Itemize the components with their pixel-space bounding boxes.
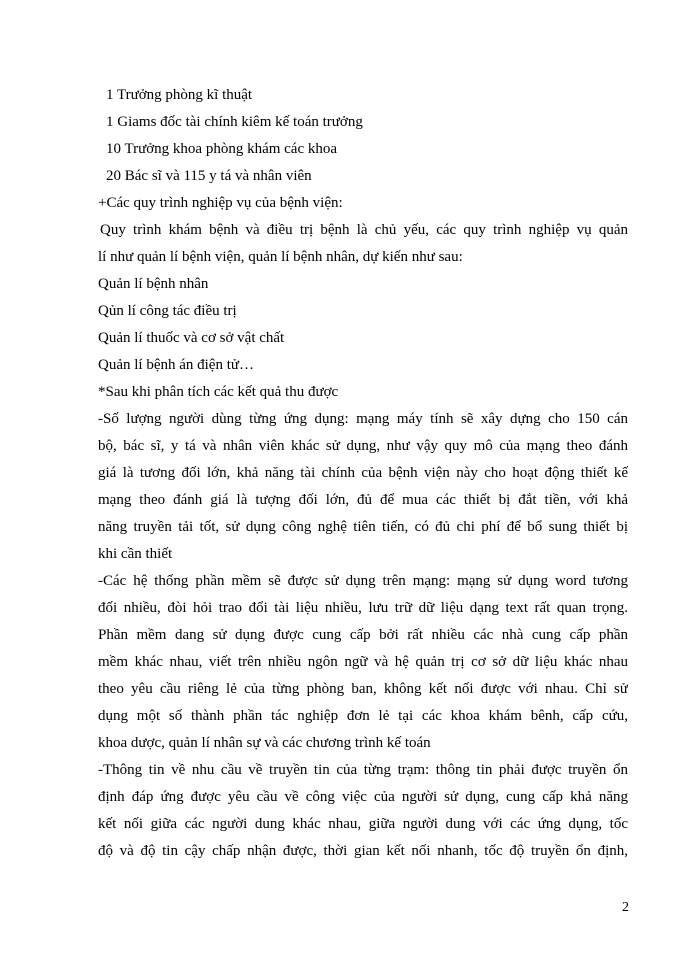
text-line: năng truyền tải tốt, sử dụng công nghệ tiên tiến, có đủ chi phí để bổ sung thiết bị <box>98 519 628 535</box>
text-line: bộ, bác sĩ, y tá và nhân viên khác sử dụng, như vậy quy mô của mạng theo đánh <box>98 438 628 454</box>
text-line: kết nối giữa các người dung khác nhau, giữa người dung với các ứng dụng, tốc <box>98 816 628 832</box>
text-line: định đáp ứng được yêu cầu về công việc của người sử dụng, cung cấp khả năng <box>98 789 628 805</box>
text-line: Quản lí thuốc và cơ sở vật chất <box>98 330 285 346</box>
text-line: +Các quy trình nghiệp vụ của bệnh viện: <box>98 195 343 211</box>
text-line: 20 Bác sĩ và 115 y tá và nhân viên <box>106 168 312 184</box>
text-line: Quản lí bệnh nhân <box>98 276 209 292</box>
text-line: Qủn lí công tác điều trị <box>98 303 237 319</box>
text-line: -Các hệ thống phần mềm sẽ được sử dụng trên mạng: mạng sử dụng word tương <box>98 573 628 589</box>
page-number: 2 <box>622 900 629 915</box>
text-line: 1 Trưởng phòng kĩ thuật <box>106 87 253 103</box>
text-line: 1 Giams đốc tài chính kiêm kế toán trưởng <box>106 114 363 130</box>
text-line: giá là tương đối lớn, khả năng tài chính của bệnh viện này cho hoạt động thiết kế <box>98 465 628 481</box>
text-line: theo yêu cầu riêng lẻ của từng phòng ban, không kết nối được với nhau. Chỉ sử <box>98 681 628 697</box>
text-line: Quy trình khám bệnh và điều trị bệnh là chủ yếu, các quy trình nghiệp vụ quản <box>100 222 628 238</box>
text-line: 10 Trưởng khoa phòng khám các khoa <box>106 141 338 157</box>
text-line: độ và độ tin cậy chấp nhận được, thời gian kết nối nhanh, tốc độ truyền ổn định, <box>98 843 628 859</box>
text-line: mạng theo đánh giá là tượng đối lớn, đủ để mua các thiết bị đắt tiền, với khả <box>98 492 628 508</box>
text-line: -Số lượng người dùng từng ứng dụng: mạng máy tính sẽ xây dựng cho 150 cán <box>98 411 628 427</box>
text-line: *Sau khi phân tích các kết quả thu được <box>98 384 339 400</box>
text-line: -Thông tin về nhu cầu về truyền tin của từng trạm: thông tin phải được truyền ổn <box>98 762 628 778</box>
text-line: Phần mềm dang sử dụng được cung cấp bởi rất nhiều các nhà cung cấp phần <box>98 627 628 643</box>
text-line: mềm khác nhau, viết trên nhiều ngôn ngữ và hệ quản trị cơ sở dữ liệu khác nhau <box>98 654 628 670</box>
page-body <box>98 82 628 865</box>
text-line: dụng một số thành phần tác nghiệp đơn lẻ tại các khoa khám bênh, cấp cứu, <box>98 708 628 724</box>
text-line: lí như quản lí bệnh viện, quản lí bệnh nhân, dự kiến như sau: <box>98 249 463 265</box>
text-line: khi cần thiết <box>98 546 173 562</box>
text-line: Quản lí bệnh án điện tử… <box>98 357 255 373</box>
text-line: khoa dược, quản lí nhân sự và các chương trình kế toán <box>98 735 431 751</box>
text-line: đối nhiều, đòi hỏi trao đổi tài liệu nhiều, lưu trữ dữ liệu dạng text rất quan trọng. <box>98 600 628 616</box>
